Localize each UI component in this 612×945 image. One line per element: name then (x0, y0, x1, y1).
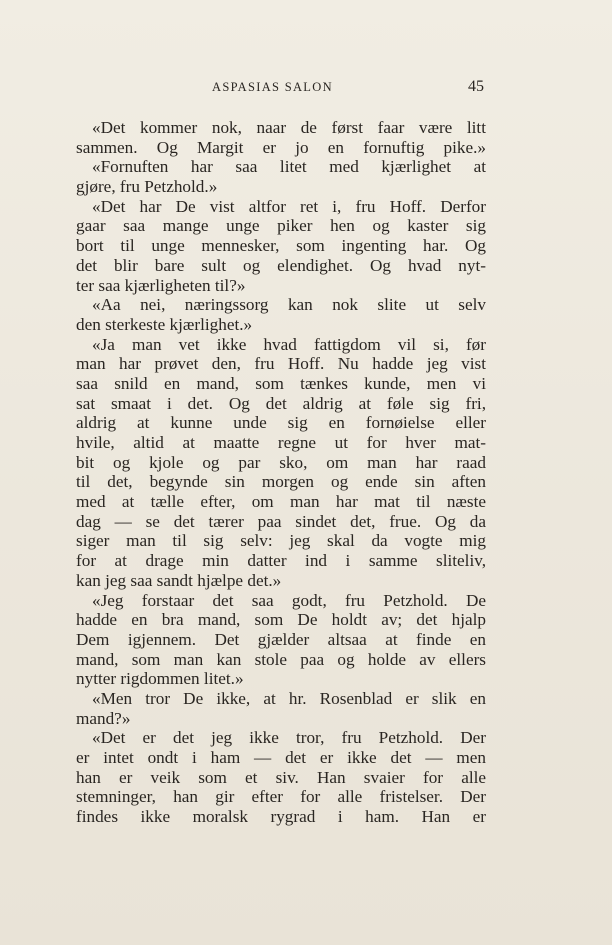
text-line: bort til unge mennesker, som ingenting har. Og (76, 236, 486, 256)
text-line: gjøre, fru Petzhold.» (76, 177, 218, 197)
text-line: «Aa nei, næringssorg kan nok slite ut selv (92, 295, 486, 315)
text-line: «Ja man vet ikke hvad fattigdom vil si, før (92, 334, 486, 354)
text-line: «Det kommer nok, naar de først faar være litt (92, 118, 486, 137)
text-line: sammen. Og Margit er jo en fornuftig pike.» (76, 137, 486, 157)
text-line: mand?» (76, 708, 131, 728)
text-line: ter saa kjærligheten til?» (76, 275, 246, 295)
text-line: bit og kjole og par sko, om man har raad (76, 452, 486, 472)
text-line: saa snild en mand, som tænkes kunde, men vi (76, 373, 486, 393)
text-line: «Det er det jeg ikke tror, fru Petzhold. Der (92, 728, 486, 748)
text-line: hvile, altid at maatte regne ut for hver mat- (76, 433, 486, 452)
text-line: for at drage min datter ind i samme sliteliv, (76, 551, 486, 571)
text-line: Dem igjennem. Det gjælder altsaa at finde en (76, 629, 486, 649)
text-line: kan jeg saa sandt hjælpe det.» (76, 570, 282, 590)
text-line: man har prøvet den, fru Hoff. Nu hadde jeg vist (76, 354, 486, 374)
text-line: til det, begynde sin morgen og ende sin aften (76, 472, 486, 492)
text-line: aldrig at kunne unde sig en fornøielse eller (76, 413, 486, 433)
page-number: 45 (468, 78, 484, 95)
text-line: stemninger, han gir efter for alle fristelser. Der (76, 787, 486, 807)
text-line: nytter rigdommen litet.» (76, 669, 244, 689)
text-line: sat smaat i det. Og det aldrig at føle sig fri, (76, 393, 486, 413)
page-header (76, 78, 486, 100)
text-line: hadde en bra mand, som De holdt av; det hjalp (76, 610, 486, 630)
text-line: med at tælle efter, om man har mat til næste (76, 492, 486, 512)
text-line: mand, som man kan stole paa og holde av ellers (76, 649, 486, 669)
text-line: er intet ondt i ham — det er ikke det — men (76, 748, 486, 767)
text-line: gaar saa mange unge piker hen og kaster sig (76, 216, 486, 236)
running-title: ASPASIAS SALON (212, 80, 333, 94)
body-text (76, 118, 486, 827)
text-line: findes ikke moralsk rygrad i ham. Han er (76, 807, 486, 827)
text-line: siger man til sig selv: jeg skal da vogte mig (76, 531, 486, 551)
text-line: «Men tror De ikke, at hr. Rosenblad er slik en (92, 688, 486, 708)
text-line: dag — se det tærer paa sindet det, frue. Og da (76, 511, 486, 531)
text-line: han er veik som et siv. Han svaier for alle (76, 767, 486, 787)
text-line: den sterkeste kjærlighet.» (76, 314, 253, 334)
text-line: «Jeg forstaar det saa godt, fru Petzhold. De (92, 590, 486, 610)
text-line: «Fornuften har saa litet med kjærlighet at (92, 157, 486, 177)
text-line: det blir bare sult og elendighet. Og hvad nyt- (76, 255, 486, 275)
text-line: «Det har De vist altfor ret i, fru Hoff. Derfor (92, 196, 486, 216)
